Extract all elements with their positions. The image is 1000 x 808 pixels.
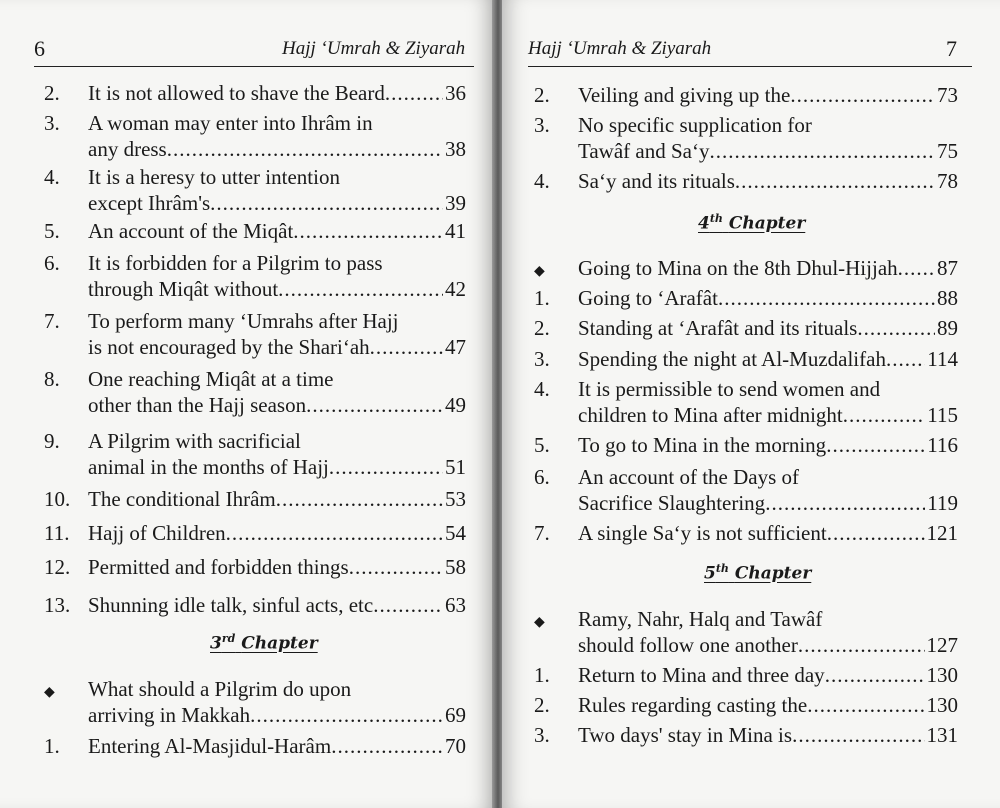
entry-text: Sacrifice Slaughtering (578, 491, 766, 515)
entry-text: It is permissible to send women and (578, 377, 881, 401)
toc-entry (44, 110, 466, 162)
entry-number: 5. (44, 219, 60, 243)
toc-entry (534, 692, 958, 718)
toc-entry (44, 80, 466, 106)
dot-leader (373, 592, 443, 618)
entry-text: No specific supplication for (578, 113, 812, 137)
entry-number: 6. (534, 465, 550, 489)
entry-page-number: 130 (926, 663, 958, 687)
entry-text: An account of the Days of (578, 465, 800, 489)
toc-entry (534, 346, 958, 372)
entry-page-number: 87 (937, 256, 958, 280)
dot-leader (886, 346, 925, 372)
entry-number: 3. (534, 723, 550, 747)
entry-number: 11. (44, 521, 70, 545)
entry-text: Two days' stay in Mina is (578, 723, 793, 747)
entry-text: children to Mina after midnight (578, 403, 843, 427)
dot-leader (276, 486, 443, 512)
left-page-number: 6 (34, 36, 45, 61)
dot-leader (250, 702, 443, 728)
entry-text: A Pilgrim with sacrificial (88, 429, 301, 453)
entry-text: To go to Mina in the morning (578, 433, 827, 457)
entry-page-number: 53 (445, 487, 466, 511)
entry-number: 2. (44, 81, 60, 105)
left-page (0, 0, 494, 808)
entry-page-number: 114 (927, 347, 958, 371)
entry-page-number: 88 (937, 286, 958, 310)
entry-text: One reaching Miqât at a time (88, 367, 334, 391)
entry-text: arriving in Makkah (88, 703, 251, 727)
dot-leader (278, 276, 443, 302)
dot-leader (226, 520, 443, 546)
dot-leader (857, 315, 935, 341)
entry-text: Going to Mina on the 8th Dhul-Hijjah (578, 256, 898, 280)
entry-number: 3. (534, 113, 550, 137)
entry-page-number: 47 (445, 335, 466, 359)
entry-text: through Miqât without (88, 277, 279, 301)
dot-leader (709, 138, 935, 164)
entry-number: 3. (44, 111, 60, 135)
entry-text: animal in the months of Hajj (88, 455, 329, 479)
bullet-icon: ◆ (534, 615, 545, 630)
entry-page-number: 115 (927, 403, 958, 427)
entry-page-number: 54 (445, 521, 466, 545)
entry-page-number: 69 (445, 703, 466, 727)
entry-number: 12. (44, 555, 71, 579)
entry-page-number: 73 (937, 83, 958, 107)
entry-number: 4. (534, 377, 550, 401)
toc-entry (44, 366, 466, 418)
dot-leader (825, 662, 925, 688)
toc-entry (44, 218, 466, 244)
toc-entry (534, 520, 958, 546)
toc-entry (44, 554, 466, 580)
dot-leader (293, 218, 443, 244)
entry-page-number: 89 (937, 316, 958, 340)
entry-text: Standing at ‘Arafât and its rituals (578, 316, 858, 340)
entry-page-number: 41 (445, 219, 466, 243)
entry-text: Sa‘y and its rituals (578, 169, 735, 193)
entry-page-number: 38 (445, 137, 466, 161)
entry-number: 2. (534, 83, 550, 107)
entry-page-number: 49 (445, 393, 466, 417)
left-header-rule (34, 66, 474, 67)
entry-number: 1. (534, 286, 550, 310)
right-header-rule (528, 66, 972, 67)
entry-text: A woman may enter into Ihrâm in (88, 111, 373, 135)
entry-page-number: 116 (927, 433, 958, 457)
toc-entry (44, 592, 466, 618)
entry-page-number: 121 (926, 521, 958, 545)
toc-entry (534, 255, 958, 281)
dot-leader (167, 136, 443, 162)
entry-page-number: 39 (445, 191, 466, 215)
left-running-title: Hajj ‘Umrah & Ziyarah (282, 38, 466, 59)
entry-page-number: 51 (445, 455, 466, 479)
dot-leader (827, 520, 925, 546)
dot-leader (792, 722, 924, 748)
entry-number: 4. (534, 169, 550, 193)
entry-page-number: 127 (926, 633, 958, 657)
toc-entry (534, 464, 958, 516)
entry-number: 5. (534, 433, 550, 457)
entry-text: A single Sa‘y is not sufficient (578, 521, 827, 545)
dot-leader (306, 392, 443, 418)
toc-entry (534, 112, 958, 164)
entry-text: The conditional Ihrâm (88, 487, 276, 511)
entry-number: 7. (534, 521, 550, 545)
chapter-4-heading: 4th Chapter (698, 212, 806, 234)
toc-entry (534, 285, 958, 311)
dot-leader (798, 632, 925, 658)
entry-page-number: 63 (445, 593, 466, 617)
toc-entry (44, 308, 466, 360)
entry-page-number: 131 (926, 723, 958, 747)
toc-entry (44, 428, 466, 480)
entry-text: Hajj of Children (88, 521, 226, 545)
dot-leader (210, 190, 443, 216)
entry-page-number: 42 (445, 277, 466, 301)
toc-entry (44, 250, 466, 302)
toc-entry (534, 82, 958, 108)
entry-page-number: 58 (445, 555, 466, 579)
chapter-5-heading: 5th Chapter (704, 562, 812, 584)
toc-entry (44, 676, 466, 728)
entry-number: 9. (44, 429, 60, 453)
entry-text: Shunning idle talk, sinful acts, etc (88, 593, 374, 617)
entry-text: any dress (88, 137, 167, 161)
dot-leader (735, 168, 935, 194)
entry-number: 4. (44, 165, 60, 189)
toc-entry (44, 486, 466, 512)
dot-leader (385, 80, 443, 106)
entry-page-number: 36 (445, 81, 466, 105)
entry-number: 6. (44, 251, 60, 275)
entry-text: What should a Pilgrim do upon (88, 677, 352, 701)
entry-number: 8. (44, 367, 60, 391)
toc-entry (534, 376, 958, 428)
entry-text: Return to Mina and three day (578, 663, 825, 687)
entry-number: 13. (44, 593, 71, 617)
toc-entry (44, 733, 466, 759)
entry-text: It is not allowed to shave the Beard (88, 81, 385, 105)
entry-number: 10. (44, 487, 71, 511)
dot-leader (718, 285, 935, 311)
entry-text: It is forbidden for a Pilgrim to pass (88, 251, 383, 275)
entry-text: Spending the night at Al-Muzdalifah (578, 347, 886, 371)
entry-text: An account of the Miqât (88, 219, 294, 243)
entry-text: Permitted and forbidden things (88, 555, 349, 579)
entry-text: It is a heresy to utter intention (88, 165, 340, 189)
toc-entry (44, 164, 466, 216)
toc-entry (534, 662, 958, 688)
dot-leader (370, 334, 443, 360)
right-page-number: 7 (946, 36, 957, 61)
entry-text: Rules regarding casting the (578, 693, 808, 717)
toc-entry (534, 606, 958, 658)
entry-page-number: 119 (927, 491, 958, 515)
toc-entry (44, 520, 466, 546)
bullet-icon: ◆ (44, 685, 55, 700)
entry-text: To perform many ‘Umrahs after Hajj (88, 309, 399, 333)
entry-page-number: 130 (926, 693, 958, 717)
entry-page-number: 78 (937, 169, 958, 193)
entry-page-number: 75 (937, 139, 958, 163)
right-page (502, 0, 1000, 808)
dot-leader (826, 432, 925, 458)
entry-number: 7. (44, 309, 60, 333)
dot-leader (807, 692, 924, 718)
entry-text: Tawâf and Sa‘y (578, 139, 710, 163)
toc-entry (534, 722, 958, 748)
dot-leader (349, 554, 443, 580)
entry-number: 1. (534, 663, 550, 687)
toc-entry (534, 168, 958, 194)
entry-text: except Ihrâm's (88, 191, 211, 215)
entry-text: Entering Al-Masjidul-Harâm (88, 734, 332, 758)
entry-text: is not encouraged by the Shari‘ah (88, 335, 370, 359)
dot-leader (843, 402, 925, 428)
entry-number: 3. (534, 347, 550, 371)
entry-text: Veiling and giving up the (578, 83, 791, 107)
right-running-title: Hajj ‘Umrah & Ziyarah (528, 38, 712, 59)
dot-leader (765, 490, 925, 516)
entry-number: 1. (44, 734, 60, 758)
entry-number: 2. (534, 693, 550, 717)
dot-leader (331, 733, 443, 759)
entry-text: should follow one another (578, 633, 798, 657)
entry-page-number: 70 (445, 734, 466, 758)
bullet-icon: ◆ (534, 264, 545, 279)
entry-number: 2. (534, 316, 550, 340)
dot-leader (329, 454, 443, 480)
entry-text: other than the Hajj season (88, 393, 307, 417)
toc-entry (534, 315, 958, 341)
chapter-3-heading: 3rd Chapter (210, 632, 318, 654)
toc-entry (534, 432, 958, 458)
entry-text: Going to ‘Arafât (578, 286, 718, 310)
dot-leader (898, 255, 935, 281)
entry-text: Ramy, Nahr, Halq and Tawâf (578, 607, 823, 631)
dot-leader (790, 82, 935, 108)
